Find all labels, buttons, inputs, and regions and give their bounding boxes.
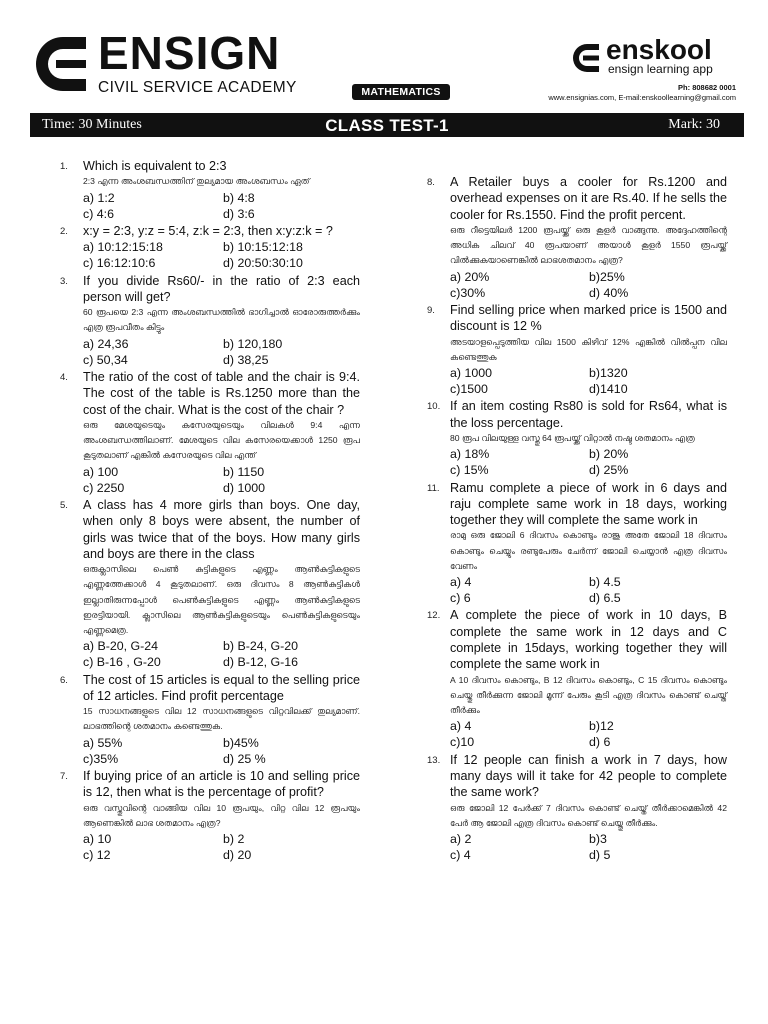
question-item — [427, 752, 727, 864]
test-title: CLASS TEST-1 — [325, 116, 449, 135]
question-number: 12. — [427, 610, 441, 622]
option-a: a) 1000 — [450, 365, 493, 380]
option-b: b) 2 — [223, 831, 245, 846]
question-text-malayalam: 15 സാധനങ്ങളുടെ വില 12 സാധനങ്ങളുടെ വിറ്റവിലക്ക് തുല്യമാണ്. ലാഭത്തിന്റെ ശതമാനം കണ്ടെത്തുക. — [83, 706, 360, 732]
answer-options — [83, 190, 360, 222]
answer-options — [450, 718, 727, 750]
option-d: d)1410 — [589, 382, 628, 397]
option-b: b) 4.5 — [589, 575, 621, 590]
option-a: a) 100 — [83, 464, 119, 479]
option-a: a) 4 — [450, 719, 472, 734]
option-a: a) 2 — [450, 831, 472, 846]
answer-options — [450, 446, 727, 478]
question-text-english: Which is equivalent to 2:3 — [83, 159, 227, 173]
option-c: c) 6 — [450, 591, 471, 606]
question-text-malayalam: ഒരുക്ലാസിലെ പെൺ കുട്ടികളുടെ എണ്ണം ആൺകുട്ടികളുടെ എണ്ണത്തേക്കാൾ 4 കൂടുതലാണ്. ഒരു ദിവസം 8 ആൺകുട്ടികൾ ഇല്ലാതിരുന്നപ്പോൾ പെൺകുട്ടികളുടെ എണ്ണം ആൺകുട്ടികളുടെ ഇരട്ടിയായി. ക്ലാസിലെ ആൺകുട്ടികളുടെയും പെൺകുട്ടികളുടെയും എണ്ണമെത്ര. — [83, 564, 360, 635]
option-b: b) 4:8 — [223, 190, 255, 205]
option-c: c) B-16 , G-20 — [83, 655, 161, 670]
brand-name: ENSIGN — [98, 27, 281, 79]
option-d: d) 38,25 — [223, 352, 269, 367]
option-c: c) 50,34 — [83, 352, 128, 367]
question-number: 1. — [60, 161, 68, 172]
question-item — [60, 497, 360, 671]
question-text-malayalam: 80 രൂപ വിലയുള്ള വസ്തു 64 രൂപയ്ക്ക് വിറ്റാൽ നഷ്ട ശതമാനം എത്ര — [450, 432, 695, 443]
test-time: Time: 30 Minutes — [42, 117, 142, 132]
question-number: 3. — [60, 275, 68, 287]
option-c: c) 16:12:10:6 — [83, 256, 156, 271]
answer-options — [83, 831, 360, 863]
option-c: c) 12 — [83, 848, 111, 863]
app-name: enskool — [606, 34, 712, 65]
question-number: 9. — [427, 304, 435, 316]
question-item — [60, 768, 360, 863]
question-item — [427, 398, 727, 478]
option-d: d) B-12, G-16 — [223, 655, 299, 670]
option-d: d) 25% — [589, 463, 629, 478]
question-text-malayalam: ഒരു ജോലി 12 പേർക്ക് 7 ദിവസം കൊണ്ട് ചെയ്ത് തീർക്കാമെങ്കിൽ 42 പേർ ആ ജോലി എത്ര ദിവസം കൊണ്ട് ചെയ്തു തീർക്കും. — [450, 802, 727, 828]
question-text-malayalam: 2:3 എന്ന അംശബന്ധത്തിന് തുല്യമായ അംശബന്ധം ഏത് — [83, 176, 310, 187]
question-text-malayalam: A 10 ദിവസം കൊണ്ടും, B 12 ദിവസം കൊണ്ടും, C 15 ദിവസം കൊണ്ടും ചെയ്തു തീർക്കുന്ന ജോലി മൂന്ന് പേരും കൂടി എത്ര ദിവസം കൊണ്ട് ചെയ്ത് തീർക്കും — [450, 674, 727, 716]
question-text-english: If an item costing Rs80 is sold for Rs64, what is the loss percentage. — [450, 399, 727, 430]
question-text-english: A Retailer buys a cooler for Rs.1200 and overhead expenses on it are Rs.40. If he sells the cooler for Rs.1550. Find the profit percent. — [450, 175, 727, 222]
answer-options — [83, 638, 360, 670]
questions-column-left — [60, 158, 360, 864]
subject-badge: MATHEMATICS — [352, 84, 450, 100]
answer-options — [450, 365, 727, 397]
option-c: c)35% — [83, 751, 119, 766]
question-number: 6. — [60, 674, 68, 686]
app-subtitle: ensign learning app — [608, 62, 713, 76]
option-a: a) 55% — [83, 735, 123, 750]
answer-options — [450, 269, 727, 301]
option-b: b)1320 — [589, 365, 628, 380]
answer-options — [450, 831, 727, 863]
question-text-english: x:y = 2:3, y:z = 5:4, z:k = 2:3, then x:y:z:k = ? — [83, 223, 333, 238]
contact-phone: Ph: 808682 0001 — [678, 83, 736, 92]
contact-web-email: www.ensignias.com, E-mail:enskoollearning@gmail.com — [548, 93, 736, 102]
option-d: d) 20 — [223, 848, 252, 863]
question-item — [427, 607, 727, 750]
option-b: b)12 — [589, 719, 614, 734]
option-a: a) 24,36 — [83, 336, 129, 351]
question-item — [60, 672, 360, 767]
question-number: 4. — [60, 372, 68, 384]
question-number: 2. — [60, 225, 68, 237]
questions-column-right — [427, 174, 727, 864]
option-d: d) 3:6 — [223, 206, 255, 221]
option-b: b)25% — [589, 269, 625, 284]
option-a: a) B-20, G-24 — [83, 639, 159, 654]
test-mark: Mark: 30 — [668, 117, 720, 132]
question-item — [427, 174, 727, 301]
question-text-malayalam: ഒരു മേശയുടെയും കസേരയുടെയും വിലകൾ 9:4 എന്ന അംശബന്ധത്തിലാണ്. മേശയുടെ വില കസേരയെക്കാൾ 1250 രൂപ കൂടുതലാണ് എങ്കിൽ കസേരയുടെ വില എന്ത് — [83, 419, 360, 461]
question-number: 10. — [427, 401, 441, 413]
question-item — [427, 302, 727, 397]
question-text-malayalam: 60 രൂപയെ 2:3 എന്ന അംശബന്ധത്തിൽ ഭാഗിച്ചാൽ ഓരോരുത്തർക്കും എത്ര രൂപവീതം കിട്ടും — [83, 307, 360, 333]
option-d: d) 1000 — [223, 480, 266, 495]
answer-options — [83, 336, 360, 368]
option-c: c)30% — [450, 285, 486, 300]
option-b: b)45% — [223, 735, 259, 750]
option-d: d) 20:50:30:10 — [223, 256, 303, 271]
option-d: d) 6 — [589, 735, 611, 750]
question-text-english: If 12 people can finish a work in 7 days, how many days will it take for 42 people to complete the same work? — [450, 752, 727, 800]
option-d: d) 25 % — [223, 751, 266, 766]
brand-subtitle: CIVIL SERVICE ACADEMY — [98, 79, 297, 96]
enskool-logo-icon — [572, 43, 600, 73]
option-c: c) 4:6 — [83, 206, 114, 221]
question-item — [60, 158, 360, 222]
option-d: d) 6.5 — [589, 591, 621, 606]
question-number: 5. — [60, 499, 68, 511]
question-text-english: A class has 4 more girls than boys. One day, when only 8 boys were absent, the number of girls was twice that of the boys. How many girls and boys are there in the class — [83, 497, 360, 561]
option-b: b) 20% — [589, 447, 629, 462]
option-b: b) 1150 — [223, 464, 265, 479]
question-item — [60, 223, 360, 272]
question-text-malayalam: അടയാളപ്പെടുത്തിയ വില 1500 കിഴിവ് 12% എങ്കിൽ വിൽപ്പന വില കണ്ടെത്തുക — [450, 336, 727, 362]
option-b: b)3 — [589, 831, 607, 846]
question-text-english: The cost of 15 articles is equal to the selling price of 12 articles. Find profit percentage — [83, 672, 360, 703]
question-text-malayalam: രാമു ഒരു ജോലി 6 ദിവസം കൊണ്ടും രാജു അതേ ജോലി 18 ദിവസം കൊണ്ടും ചെയ്യും രണ്ടുപേരും ചേർന്ന് ജോലി ചെയ്യാൻ എത്ര ദിവസം വേണം — [450, 530, 727, 571]
option-c: c) 2250 — [83, 480, 125, 495]
option-b: b) 120,180 — [223, 336, 283, 351]
question-item — [60, 369, 360, 496]
question-number: 13. — [427, 754, 441, 766]
option-c: c)1500 — [450, 382, 488, 397]
option-a: a) 10 — [83, 831, 112, 846]
option-a: a) 1:2 — [83, 190, 115, 205]
option-b: b) 10:15:12:18 — [223, 240, 303, 255]
question-item — [427, 480, 727, 607]
answer-options — [83, 239, 360, 271]
question-text-english: A complete the piece of work in 10 days, B complete the same work in 12 days and C complete in 15days, working together they will complete the same work in — [450, 608, 727, 672]
answer-options — [450, 574, 727, 606]
question-number: 11. — [427, 482, 440, 494]
answer-options — [83, 464, 360, 496]
question-item — [60, 273, 360, 368]
question-text-english: If you divide Rs60/- in the ratio of 2:3 each person will get? — [83, 273, 360, 304]
question-number: 8. — [427, 177, 435, 188]
option-a: a) 20% — [450, 269, 490, 284]
option-d: d) 40% — [589, 285, 629, 300]
question-text-english: If buying price of an article is 10 and selling price is 12, then what is the percentage of profit? — [83, 768, 360, 800]
question-text-malayalam: ഒരു റീട്ടെയിലർ 1200 രൂപയ്ക്ക് ഒരു കൂളർ വാങ്ങുന്നു. അദ്ദേഹത്തിന്റെ അധിക ചിലവ് 40 രൂപയാണ് അയാൾ കൂളർ 1550 രൂപയ്ക്ക് വിൽക്കുകയാണെങ്കിൽ ലാഭശതമാനം എത്ര? — [450, 224, 727, 266]
ensign-logo-icon — [34, 35, 90, 93]
option-b: b) B-24, G-20 — [223, 639, 299, 654]
option-a: a) 18% — [450, 447, 490, 462]
question-text-english: Find selling price when marked price is 1500 and discount is 12 % — [450, 302, 727, 334]
option-a: a) 10:12:15:18 — [83, 240, 163, 255]
option-c: c) 15% — [450, 463, 489, 478]
question-text-english: Ramu complete a piece of work in 6 days and raju complete same work in 18 days, working together they will complete the same work in — [450, 480, 727, 528]
option-d: d) 5 — [589, 848, 611, 863]
question-text-english: The ratio of the cost of table and the chair is 9:4. The cost of the table is Rs.1250 more than the cost of the chair. What is the cost of the chair ? — [83, 370, 360, 417]
answer-options — [83, 735, 360, 767]
test-title-bar — [30, 113, 744, 137]
question-text-malayalam: ഒരു വസ്തുവിന്റെ വാങ്ങിയ വില 10 രൂപയും, വിറ്റ വില 12 രൂപയും ആണെങ്കിൽ ലാഭ ശതമാനം എത്ര? — [83, 802, 360, 828]
question-number: 7. — [60, 770, 68, 782]
option-c: c) 4 — [450, 848, 471, 863]
page-header — [0, 0, 768, 112]
option-a: a) 4 — [450, 575, 472, 590]
option-c: c)10 — [450, 735, 475, 750]
